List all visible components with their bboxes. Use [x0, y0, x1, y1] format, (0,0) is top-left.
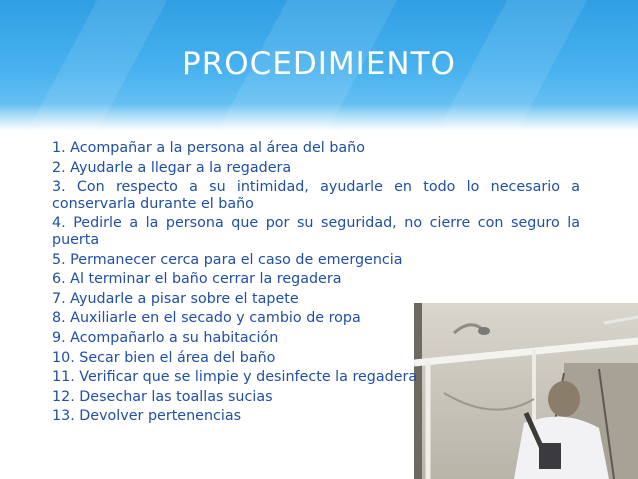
list-item: 11. Verificar que se limpie y desinfecte la regadera — [52, 369, 418, 386]
list-item: 6. Al terminar el baño cerrar la regadera — [52, 271, 342, 288]
list-item: 10. Secar bien el área del baño — [52, 349, 276, 366]
list-item: 12. Desechar las toallas sucias — [52, 388, 273, 405]
title-banner — [0, 0, 638, 130]
list-item: 5. Permanecer cerca para el caso de emergencia — [52, 251, 403, 268]
list-item: 8. Auxiliarle en el secado y cambio de ropa — [52, 310, 361, 327]
list-item: 3. Con respecto a su intimidad, ayudarle en todo lo necesario a conservarla durante el baño — [52, 179, 580, 212]
slide-title: PROCEDIMIENTO — [182, 46, 456, 82]
list-item: 13. Devolver pertenencias — [52, 408, 242, 425]
list-item: 1. Acompañar a la persona al área del baño — [52, 140, 365, 156]
list-item: 2. Ayudarle a llegar a la regadera — [52, 159, 292, 176]
banner-fade — [0, 104, 638, 130]
list-item: 7. Ayudarle a pisar sobre el tapete — [52, 290, 299, 307]
list-item: 9. Acompañarlo a su habitación — [52, 329, 279, 346]
procedure-steps-list — [52, 140, 580, 428]
list-item: 4. Pedirle a la persona que por su seguridad, no cierre con seguro la puerta — [52, 215, 580, 248]
